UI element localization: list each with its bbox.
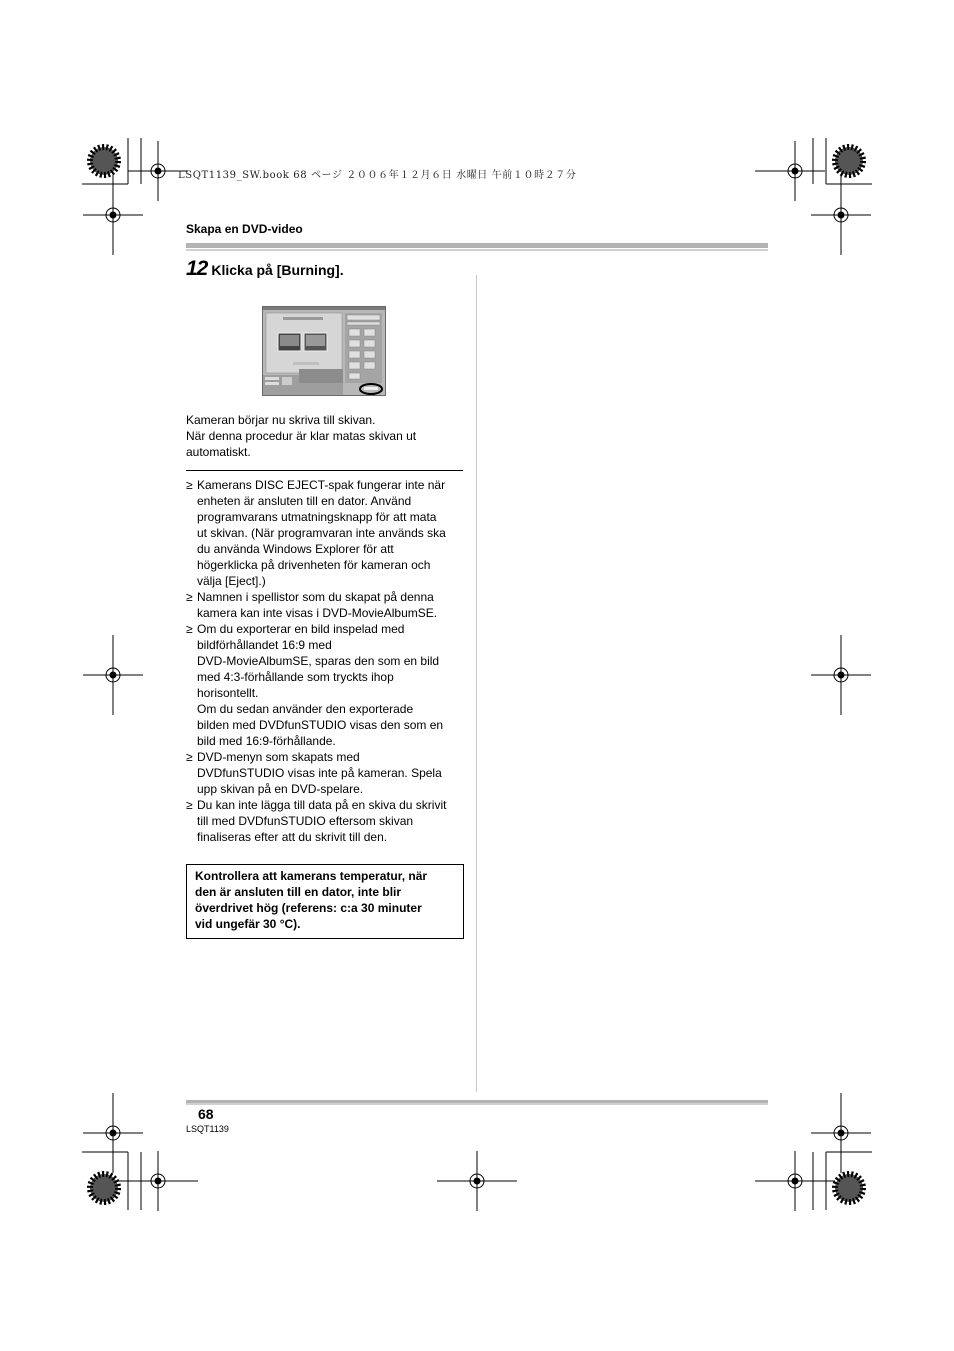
bottom-rule-light xyxy=(186,1103,768,1105)
notice-box xyxy=(186,864,464,939)
list-line: du använda Windows Explorer för att xyxy=(197,542,394,556)
list-line: programvarans utmatningsknapp för att mata xyxy=(197,510,437,524)
intro-line: automatiskt. xyxy=(186,445,251,459)
print-header: LSQT1139_SW.book 68 ページ ２００６年１２月６日 水曜日 午前１０時２７分 xyxy=(178,170,577,181)
list-line: horisontellt. xyxy=(197,686,259,700)
list-line: DVDfunSTUDIO visas inte på kameran. Spela xyxy=(197,766,442,780)
list-item xyxy=(186,589,466,621)
notice-line: vid ungefär 30 °C). xyxy=(195,917,301,931)
software-screenshot xyxy=(262,306,386,396)
list-item xyxy=(186,797,466,845)
list-item xyxy=(186,749,466,797)
intro-text xyxy=(186,412,466,460)
list-line: kamera kan inte visas i DVD-MovieAlbumSE. xyxy=(197,606,438,620)
list-line: till med DVDfunSTUDIO eftersom skivan xyxy=(197,814,414,828)
bullet-marker: ≥ xyxy=(186,478,193,492)
list-line: bildförhållandet 16:9 med xyxy=(197,638,332,652)
intro-line: Kameran börjar nu skriva till skivan. xyxy=(186,413,376,427)
list-line: välja [Eject].) xyxy=(197,574,266,588)
list-line: ut skivan. (När programvaran inte används ska xyxy=(197,526,446,540)
list-line: finaliseras efter att du skrivit till den. xyxy=(197,830,388,844)
list-line: Om du exporterar en bild inspelad med xyxy=(197,622,405,636)
top-rule-light xyxy=(186,249,768,251)
top-rule xyxy=(186,243,768,248)
notice-line: överdrivet hög (referens: c:a 30 minuter xyxy=(195,901,422,915)
list-line: bild med 16:9-förhållande. xyxy=(197,734,336,748)
bullet-marker: ≥ xyxy=(186,798,193,812)
divider-rule xyxy=(186,470,463,471)
step-number: 12 xyxy=(186,257,208,280)
list-item xyxy=(186,477,466,589)
list-line: DVD-menyn som skapats med xyxy=(197,750,360,764)
list-line: enheten är ansluten till en dator. Använd xyxy=(197,494,412,508)
intro-line: När denna procedur är klar matas skivan ut xyxy=(186,429,417,443)
list-line: upp skivan på en DVD-spelare. xyxy=(197,782,364,796)
step-heading xyxy=(186,257,344,283)
page-code: LSQT1139 xyxy=(186,1124,229,1134)
list-line: Kamerans DISC EJECT-spak fungerar inte när xyxy=(197,478,446,492)
notice-line: den är ansluten till en dator, inte blir xyxy=(195,885,402,899)
list-line: Om du sedan använder den exporterade xyxy=(197,702,414,716)
list-item xyxy=(186,621,466,749)
list-line: DVD-MovieAlbumSE, sparas den som en bild xyxy=(197,654,440,668)
notes-list xyxy=(186,477,466,845)
list-line: högerklicka på drivenheten för kameran och xyxy=(197,558,431,572)
section-label: Skapa en DVD-video xyxy=(186,222,303,236)
bullet-marker: ≥ xyxy=(186,590,193,604)
column-divider xyxy=(476,275,477,1092)
list-line: med 4:3-förhållande som tryckts ihop xyxy=(197,670,394,684)
screenshot-image xyxy=(263,307,385,395)
bullet-marker: ≥ xyxy=(186,750,193,764)
step-title: Klicka på [Burning]. xyxy=(211,262,344,278)
notice-line: Kontrollera att kamerans temperatur, när xyxy=(195,869,428,883)
list-line: bilden med DVDfunSTUDIO visas den som en xyxy=(197,718,444,732)
page-number: 68 xyxy=(198,1106,214,1122)
bullet-marker: ≥ xyxy=(186,622,193,636)
list-line: Namnen i spellistor som du skapat på denna xyxy=(197,590,434,604)
list-line: Du kan inte lägga till data på en skiva du skrivit xyxy=(197,798,447,812)
